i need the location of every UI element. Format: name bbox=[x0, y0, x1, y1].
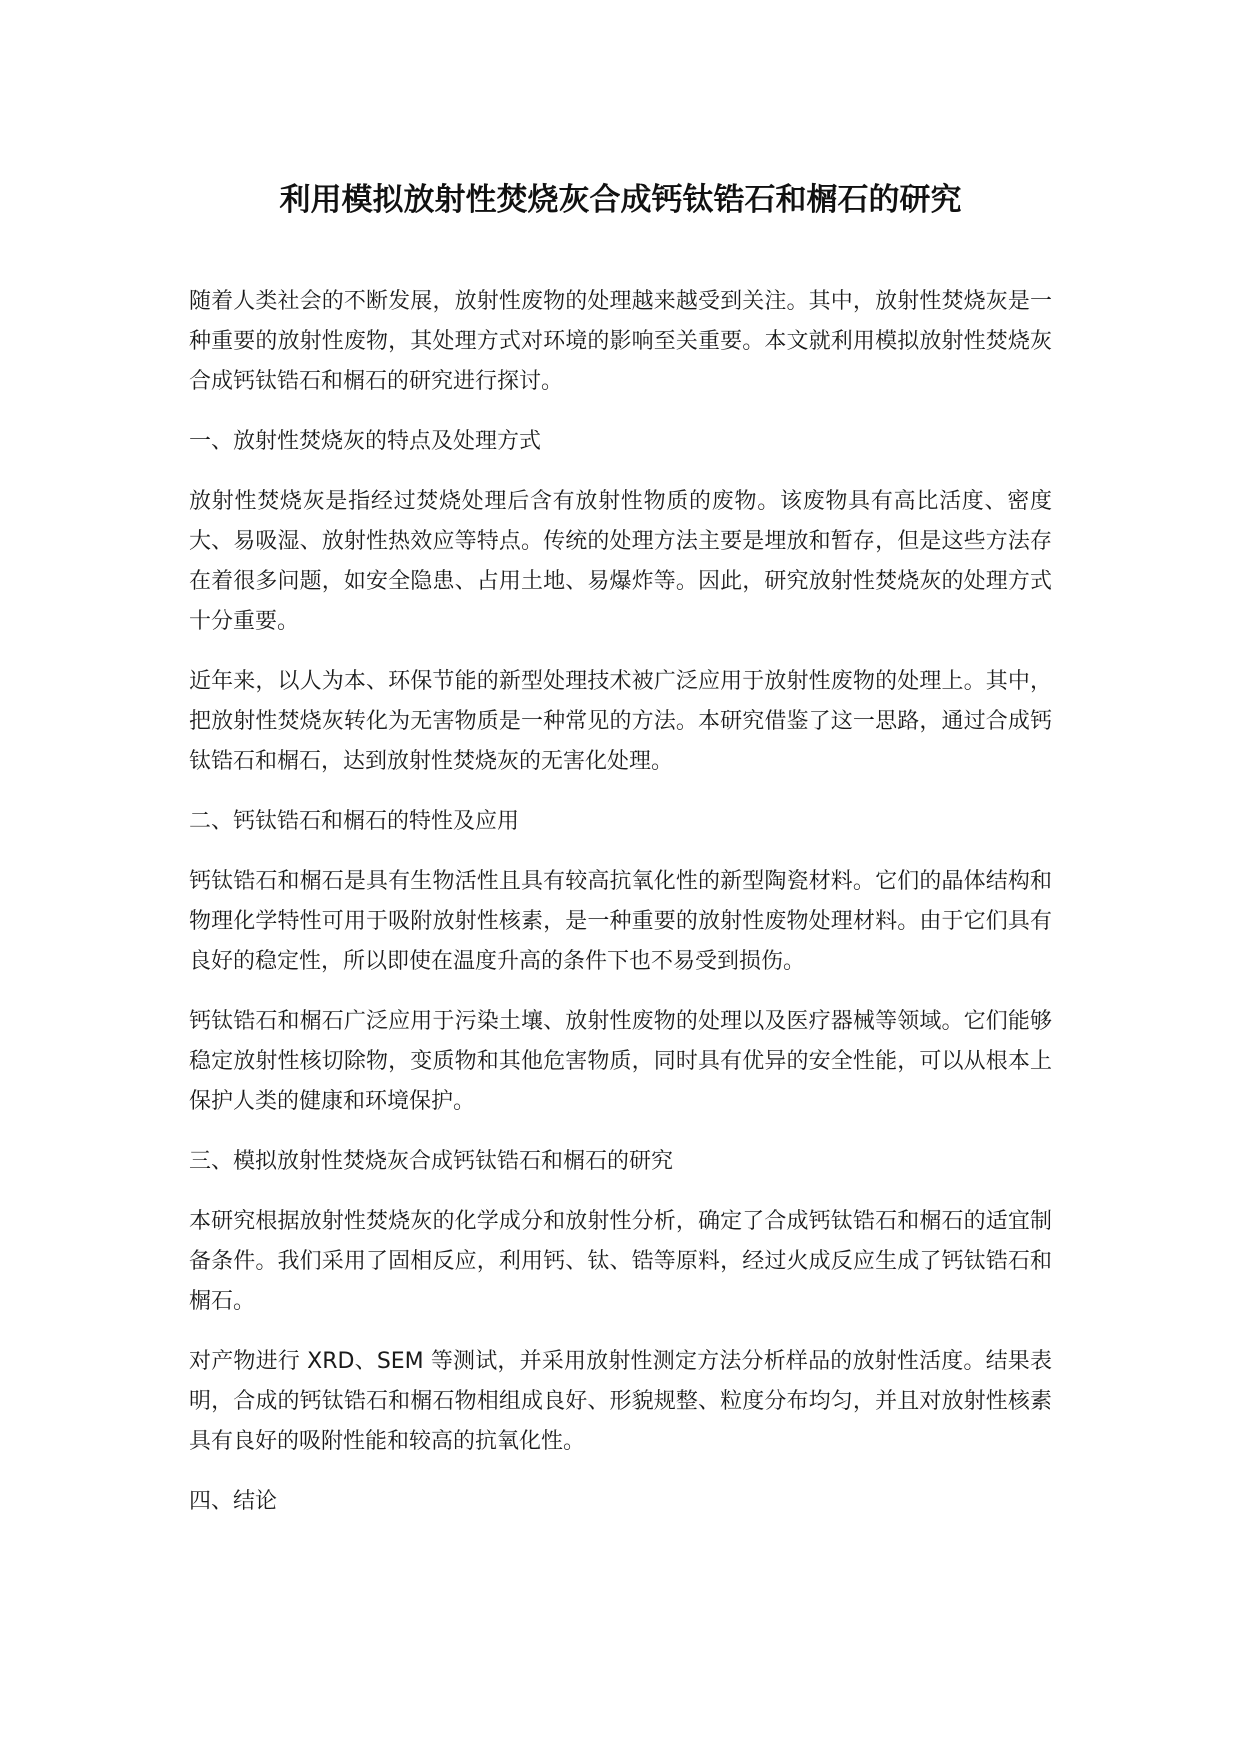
section-1 bbox=[189, 422, 1052, 782]
document-body bbox=[189, 282, 1052, 1542]
paragraph: 近年来，以人为本、环保节能的新型处理技术被广泛应用于放射性废物的处理上。其中，把放射性焚烧灰转化为无害物质是一种常见的方法。本研究借鉴了这一思路，通过合成钙钛锆石和榍石，达到放射性焚烧灰的无害化处理。 bbox=[189, 669, 1052, 774]
paragraph: 钙钛锆石和榍石是具有生物活性且具有较高抗氧化性的新型陶瓷材料。它们的晶体结构和物理化学特性可用于吸附放射性核素，是一种重要的放射性废物处理材料。由于它们具有良好的稳定性，所以即使在温度升高的条件下也不易受到损伤。 bbox=[189, 869, 1052, 974]
paragraph: 本研究根据放射性焚烧灰的化学成分和放射性分析，确定了合成钙钛锆石和榍石的适宜制备条件。我们采用了固相反应，利用钙、钛、锆等原料，经过火成反应生成了钙钛锆石和榍石。 bbox=[189, 1209, 1052, 1314]
paragraph: 对产物进行 XRD、SEM 等测试，并采用放射性测定方法分析样品的放射性活度。结果表明，合成的钙钛锆石和榍石物相组成良好、形貌规整、粒度分布均匀，并且对放射性核素具有良好的吸附性能和较高的抗氧化性。 bbox=[189, 1349, 1052, 1454]
section-3 bbox=[189, 1142, 1052, 1462]
section-2 bbox=[189, 802, 1052, 1122]
section-4 bbox=[189, 1482, 1052, 1522]
section-heading: 一、放射性焚烧灰的特点及处理方式 bbox=[189, 429, 542, 454]
section-heading: 二、钙钛锆石和榍石的特性及应用 bbox=[189, 809, 520, 834]
paragraph: 放射性焚烧灰是指经过焚烧处理后含有放射性物质的废物。该废物具有高比活度、密度大、易吸湿、放射性热效应等特点。传统的处理方法主要是埋放和暂存，但是这些方法存在着很多问题，如安全隐患、占用土地、易爆炸等。因此，研究放射性焚烧灰的处理方式十分重要。 bbox=[189, 489, 1052, 634]
intro-paragraph: 随着人类社会的不断发展，放射性废物的处理越来越受到关注。其中，放射性焚烧灰是一种重要的放射性废物，其处理方式对环境的影响至关重要。本文就利用模拟放射性焚烧灰合成钙钛锆石和榍石的研究进行探讨。 bbox=[189, 289, 1052, 394]
document-title: 利用模拟放射性焚烧灰合成钙钛锆石和榍石的研究 bbox=[279, 182, 962, 218]
section-heading: 四、结论 bbox=[189, 1489, 278, 1514]
section-heading: 三、模拟放射性焚烧灰合成钙钛锆石和榍石的研究 bbox=[189, 1149, 674, 1174]
paragraph: 钙钛锆石和榍石广泛应用于污染土壤、放射性废物的处理以及医疗器械等领域。它们能够稳定放射性核切除物，变质物和其他危害物质，同时具有优异的安全性能，可以从根本上保护人类的健康和环境保护。 bbox=[189, 1009, 1052, 1114]
